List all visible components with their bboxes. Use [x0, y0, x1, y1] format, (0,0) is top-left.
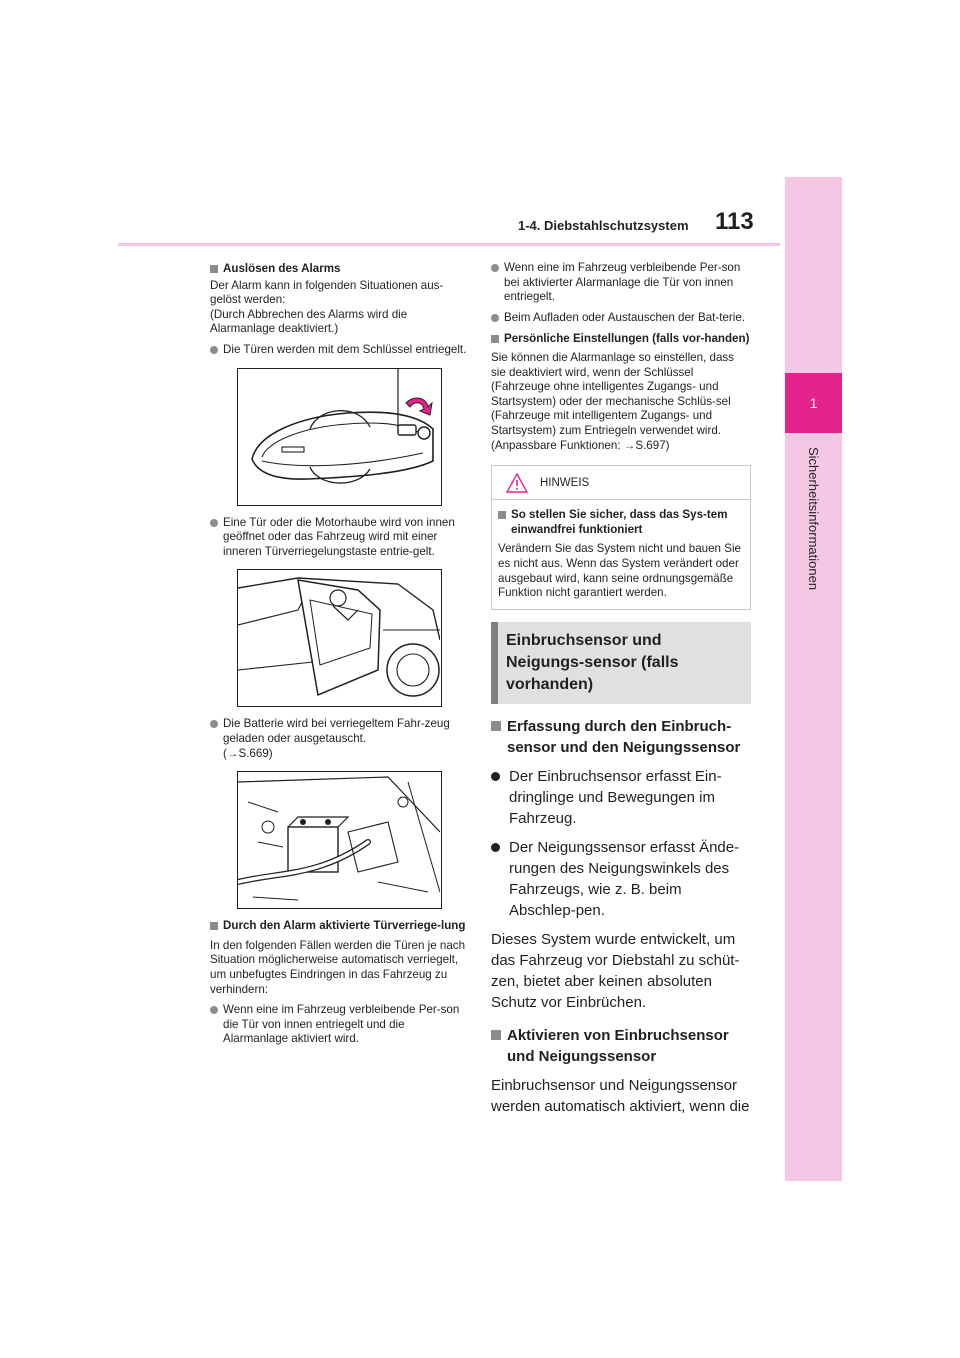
list-item: Beim Aufladen oder Austauschen der Bat-terie.	[491, 311, 751, 326]
list-item: Eine Tür oder die Motorhaube wird von innen geöffnet oder das Fahrzeug wird mit einer inneren Türverriegelungstaste entrie-gelt.	[210, 516, 468, 560]
page-reference: (→S.669)	[223, 746, 273, 760]
paragraph: Der Alarm kann in folgenden Situationen aus-gelöst werden:	[210, 278, 444, 307]
list-item: Die Batterie wird bei verriegeltem Fahr-zeug geladen oder ausgetauscht.	[210, 717, 468, 746]
header-divider	[118, 243, 780, 246]
list-item: Der Einbruchsensor erfasst Ein-dringlinge und Bewegungen im Fahrzeug.	[491, 766, 751, 829]
subheading-door-lock: Durch den Alarm aktivierte Türverriege-lung	[210, 919, 468, 934]
paragraph: (Durch Abbrechen des Alarms wird die Alarmanlage deaktiviert.)	[210, 307, 408, 336]
page-reference: (Anpassbare Funktionen: →S.697)	[491, 438, 670, 452]
chapter-number: 1	[785, 373, 842, 433]
subheading-alarm: Auslösen des Alarms	[210, 262, 468, 277]
left-column	[210, 255, 468, 1047]
list-item: Die Türen werden mit dem Schlüssel entriegelt.	[210, 343, 468, 358]
chapter-tab	[785, 177, 842, 1181]
section-title: 1-4. Diebstahlschutzsystem	[518, 218, 689, 233]
paragraph: In den folgenden Fällen werden die Türen je nach Situation möglicherweise automatisch verriegelt, um unbefugtes Eindringen in das Fahrzeug zu verhindern:	[210, 938, 466, 996]
chapter-label: Sicherheitsinformationen	[806, 447, 821, 591]
page-number: 113	[715, 208, 754, 235]
notice-label: HINWEIS	[540, 477, 590, 490]
notice-box	[491, 465, 751, 610]
figure-engine-battery	[237, 771, 442, 909]
paragraph: Dieses System wurde entwickelt, um das Fahrzeug vor Diebstahl zu schüt-zen, bietet aber keinen absoluten Schutz vor Einbrüchen.	[491, 930, 740, 1011]
figure-open-door	[237, 569, 442, 707]
list-item: Wenn eine im Fahrzeug verbleibende Per-son die Tür von innen entriegelt und die Alarmanlage aktiviert wird.	[210, 1003, 468, 1047]
figure-door-handle-key	[237, 368, 442, 506]
subheading-activation: Aktivieren von Einbruchsensor und Neigungssensor	[491, 1025, 751, 1067]
list-item: Wenn eine im Fahrzeug verbleibende Per-son bei aktivierter Alarmanlage die Tür von innen entriegelt.	[491, 261, 751, 305]
notice-text: Verändern Sie das System nicht und bauen Sie es nicht aus. Wenn das System verändert oder ausgebaut wird, kann seine ordnungsgemäße Funktion nicht garantiert werden.	[498, 542, 741, 600]
notice-heading: So stellen Sie sicher, dass das Sys-tem einwandfrei funktioniert	[498, 508, 744, 537]
notice-header	[492, 466, 750, 500]
paragraph: Sie können die Alarmanlage so einstellen, dass sie deaktiviert wird, wenn der Schlüssel (Fahrzeuge ohne intelligentes Zugangs- und Startsystem) oder der mechanische Schlüs-sel (Fahrzeuge mit intelligentem Zugangs- und Startsystem) zum Entriegeln verwendet wird.	[491, 350, 734, 437]
section-heading: Einbruchsensor und Neigungs-sensor (falls vorhanden)	[491, 622, 751, 704]
subheading-settings: Persönliche Einstellungen (falls vor-handen)	[491, 332, 751, 347]
warning-icon	[506, 473, 528, 493]
list-item: Der Neigungssensor erfasst Ände-rungen des Neigungswinkels des Fahrzeugs, wie z. B. beim Abschlep-pen.	[491, 837, 751, 921]
paragraph: Einbruchsensor und Neigungssensor werden automatisch aktiviert, wenn die	[491, 1076, 750, 1115]
subheading-detection: Erfassung durch den Einbruch-sensor und den Neigungssensor	[491, 716, 751, 758]
right-column	[491, 255, 751, 1117]
